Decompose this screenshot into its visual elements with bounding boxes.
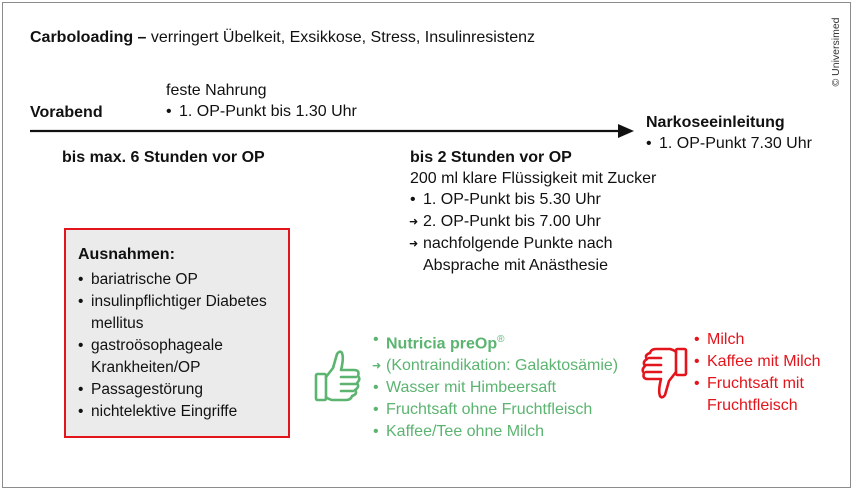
timeline-arrowhead xyxy=(618,124,634,138)
figure-title xyxy=(30,29,535,47)
anesthesia-induction-list xyxy=(646,133,812,155)
list-item-text: Kaffee mit Milch xyxy=(707,353,821,370)
list-item xyxy=(646,133,812,155)
list-item xyxy=(694,329,821,351)
copyright-note xyxy=(826,12,846,92)
clear-fluid-list xyxy=(410,189,612,277)
allowed-drinks-list xyxy=(373,329,618,443)
exceptions-box xyxy=(64,228,290,438)
list-item-text: nachfolgende Punkte nach xyxy=(423,235,613,252)
list-item-text: Fruchtsaft mit xyxy=(707,375,804,392)
list-item-text: insulinpflichtiger Diabetes xyxy=(91,293,267,310)
timeline-start-label: Vorabend xyxy=(30,104,103,121)
list-item xyxy=(373,421,618,443)
list-item-text: 1. OP-Punkt bis 5.30 Uhr xyxy=(423,191,601,208)
list-item xyxy=(78,269,288,291)
list-item-text: Fruchtsaft ohne Fruchtfleisch xyxy=(386,401,593,419)
list-item-text: Fruchtfleisch xyxy=(707,397,798,414)
list-item xyxy=(78,357,288,379)
list-item xyxy=(694,395,821,417)
list-item-text: 2. OP-Punkt bis 7.00 Uhr xyxy=(423,213,601,230)
list-item-text: bariatrische OP xyxy=(91,271,198,288)
list-item-text: 1. OP-Punkt bis 1.30 Uhr xyxy=(179,103,357,120)
list-item-text: Krankheiten/OP xyxy=(91,359,201,376)
exceptions-heading: Ausnahmen: xyxy=(78,246,175,263)
list-item-text: Passagestörung xyxy=(91,381,204,398)
list-item xyxy=(78,379,288,401)
list-item xyxy=(373,377,618,399)
copyright-text: © Universimed xyxy=(830,17,842,87)
list-item xyxy=(410,233,612,255)
title-rest: verringert Übelkeit, Exsikkose, Stress, Insulinresistenz xyxy=(146,29,536,46)
list-item-text: (Kontraindikation: Galaktosämie) xyxy=(386,357,619,375)
list-item-text: nichtelektive Eingriffe xyxy=(91,403,238,420)
list-item xyxy=(166,101,357,123)
clear-fluid-subheading: 200 ml klare Flüssigkeit mit Zucker xyxy=(410,170,657,187)
list-item xyxy=(78,291,288,313)
list-item-text: Milch xyxy=(707,331,745,348)
thumbs-down-icon xyxy=(636,345,688,401)
list-item xyxy=(694,373,821,395)
list-item xyxy=(373,329,618,355)
list-item-text: Wasser mit Himbeersaft xyxy=(386,379,557,397)
list-item-text: 1. OP-Punkt 7.30 Uhr xyxy=(659,135,812,152)
forbidden-drinks-list xyxy=(694,329,821,417)
list-item xyxy=(694,351,821,373)
list-item xyxy=(373,355,618,377)
title-bold: Carboloading – xyxy=(30,29,147,46)
list-item xyxy=(410,255,612,277)
list-item-text: Kaffee/Tee ohne Milch xyxy=(386,423,545,441)
list-item xyxy=(78,335,288,357)
list-item-text: Absprache mit Anästhesie xyxy=(423,257,608,274)
two-hours-heading: bis 2 Stunden vor OP xyxy=(410,149,572,166)
registered-mark: ® xyxy=(497,334,505,345)
thumbs-up-icon xyxy=(314,348,364,404)
list-item xyxy=(78,313,288,335)
exceptions-list xyxy=(78,269,288,423)
timeline-end-label: Narkoseeinleitung xyxy=(646,114,785,131)
six-hours-label: bis max. 6 Stunden vor OP xyxy=(62,149,265,166)
list-item-text: mellitus xyxy=(91,315,144,332)
list-item-text: Nutricia preOp xyxy=(386,335,498,353)
list-item xyxy=(373,399,618,421)
list-item xyxy=(410,189,612,211)
solid-food-heading: feste Nahrung xyxy=(166,82,267,99)
list-item xyxy=(410,211,612,233)
timeline-arrow xyxy=(30,122,638,142)
list-item xyxy=(78,401,288,423)
solid-food-list xyxy=(166,101,357,123)
list-item-text: gastroösophageale xyxy=(91,337,223,354)
